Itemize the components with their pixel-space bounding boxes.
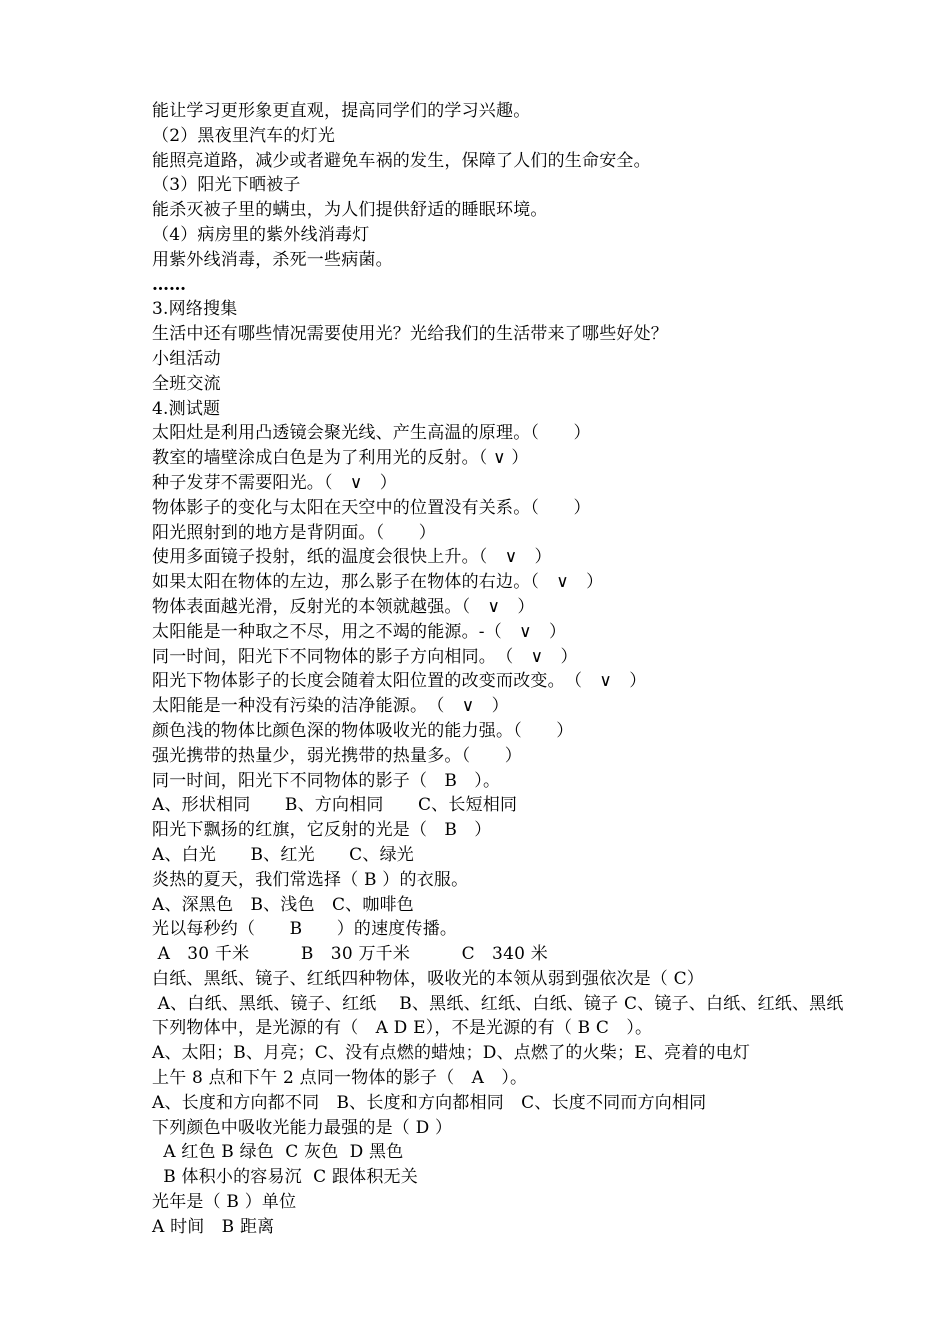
question-line: 阳光照射到的地方是背阴面。（ ） [152, 522, 436, 543]
answer-options: A、长度和方向都不同 B、长度和方向都相同 C、长度不同而方向相同 [152, 1092, 707, 1113]
text-line: 能杀灭被子里的螨虫，为人们提供舒适的睡眠环境。 [152, 200, 548, 221]
answer-options: A 时间 B 距离 [152, 1216, 275, 1237]
question-line: 阳光下物体影子的长度会随着太阳位置的改变而改变。 （ ∨ ） [152, 671, 647, 692]
text-line: 全班交流 [152, 373, 221, 394]
question-line: 炎热的夏天，我们常选择（ B ）的衣服。 [152, 869, 469, 890]
question-line: 下列物体中，是光源的有（ A D E），不是光源的有（ B C ）。 [152, 1018, 653, 1039]
question-line: 颜色浅的物体比颜色深的物体吸收光的能力强。（ ） [152, 720, 574, 741]
question-line: 强光携带的热量少，弱光携带的热量多。（ ） [152, 745, 522, 766]
text-line: 能照亮道路，减少或者避免车祸的发生，保障了人们的生命安全。 [152, 150, 651, 171]
text-line: （4）病房里的紫外线消毒灯 [152, 224, 370, 245]
document-body [152, 99, 892, 1240]
text-line: 生活中还有哪些情况需要使用光？光给我们的生活带来了哪些好处？ [152, 324, 668, 345]
answer-options: B 体积小的容易沉 C 跟体积无关 [152, 1167, 418, 1188]
question-line: 物体表面越光滑，反射光的本领就越强。（ ∨ ） [152, 596, 535, 617]
question-line: 使用多面镜子投射，纸的温度会很快上升。（ ∨ ） [152, 547, 552, 568]
answer-options: A、太阳；B、月亮；C、没有点燃的蜡烛；D、点燃了的火柴；E、亮着的电灯 [152, 1043, 751, 1064]
answer-options: A、白纸、黑纸、镜子、红纸 B、黑纸、红纸、白纸、镜子 C、镜子、白纸、红纸、黑纸 [152, 993, 844, 1014]
answer-options: A 红色 B 绿色 C 灰色 D 黑色 [152, 1142, 404, 1163]
section-heading: 4.测试题 [152, 398, 221, 419]
answer-options: A 30 千米 B 30 万千米 C 340 米 [152, 944, 548, 965]
question-line: 同一时间，阳光下不同物体的影子（ B ）。 [152, 770, 501, 791]
question-line: 太阳灶是利用凸透镜会聚光线、产生高温的原理。（ ） [152, 423, 591, 444]
question-line: 如果太阳在物体的左边，那么影子在物体的右边。（ ∨ ） [152, 572, 604, 593]
question-line: 上午 8 点和下午 2 点同一物体的影子（ A ）。 [152, 1068, 528, 1089]
answer-options: A、深黑色 B、浅色 C、咖啡色 [152, 894, 414, 915]
text-line: 用紫外线消毒，杀死一些病菌。 [152, 249, 393, 270]
answer-options: A、白光 B、红光 C、绿光 [152, 844, 414, 865]
question-line: 下列颜色中吸收光能力最强的是（ D ） [152, 1117, 453, 1138]
question-line: 同一时间，阳光下不同物体的影子方向相同。 （ ∨ ） [152, 646, 578, 667]
question-line: 物体影子的变化与太阳在天空中的位置没有关系。（ ） [152, 497, 591, 518]
text-line: （3）阳光下晒被子 [152, 175, 301, 196]
question-line: 白纸、黑纸、镜子、红纸四种物体，吸收光的本领从弱到强依次是（ C） [152, 968, 705, 989]
section-heading: 3.网络搜集 [152, 299, 238, 320]
ellipsis-line: …… [152, 274, 186, 295]
answer-options: A、形状相同 B、方向相同 C、长短相同 [152, 795, 518, 816]
question-line: 太阳能是一种取之不尽，用之不竭的能源。-（ ∨ ） [152, 621, 567, 642]
question-line: 光以每秒约（ B ）的速度传播。 [152, 919, 458, 940]
question-line: 种子发芽不需要阳光。（ ∨ ） [152, 472, 397, 493]
text-line: 能让学习更形象更直观，提高同学们的学习兴趣。 [152, 101, 531, 121]
question-line: 阳光下飘扬的红旗，它反射的光是（ B ） [152, 820, 492, 841]
question-line: 教室的墙壁涂成白色是为了利用光的反射。（ ∨ ） [152, 448, 529, 469]
text-line: 小组活动 [152, 348, 221, 369]
question-line: 太阳能是一种没有污染的洁净能源。 （ ∨ ） [152, 696, 509, 717]
question-line: 光年是（ B ）单位 [152, 1192, 297, 1213]
text-line: （2）黑夜里汽车的灯光 [152, 125, 336, 146]
